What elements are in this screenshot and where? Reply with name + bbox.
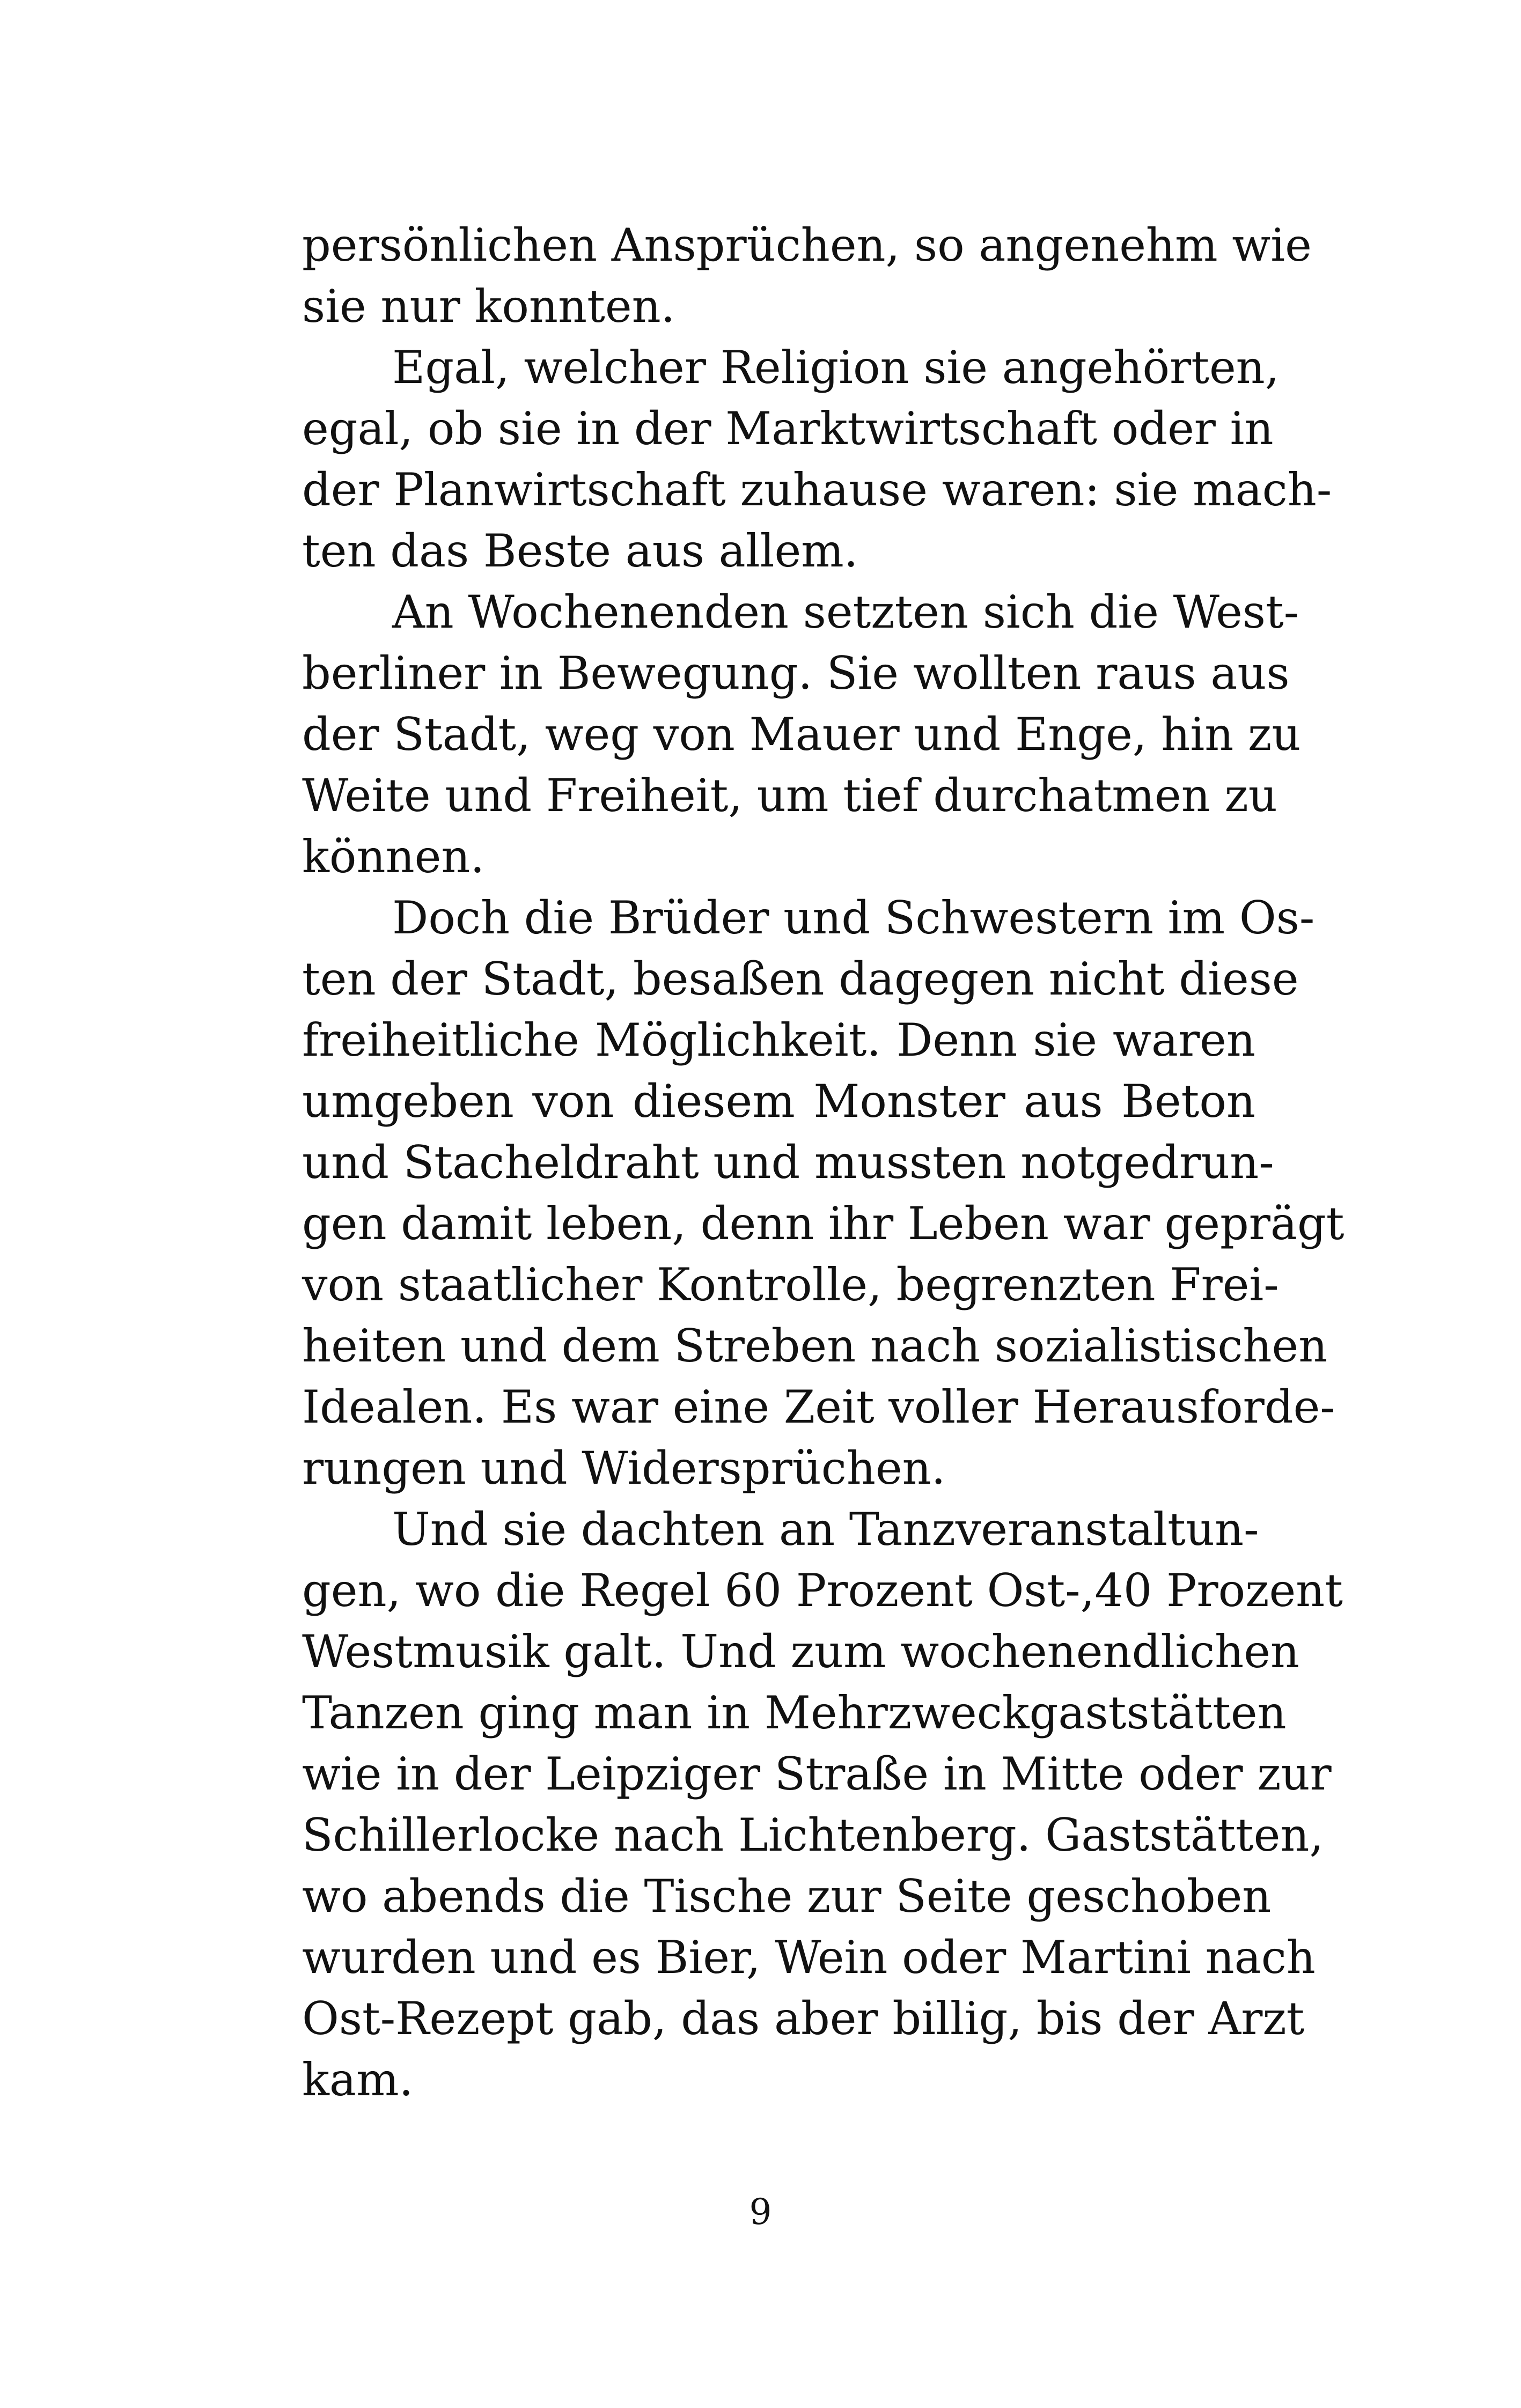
text-line: kam. (302, 2053, 414, 2106)
paragraph (302, 887, 1344, 1499)
text-line: der Planwirtschaft zuhause waren: sie mach- (302, 463, 1332, 516)
text-line: wie in der Leipziger Straße in Mitte oder zur (302, 1748, 1332, 1800)
text-line: freiheitliche Möglichkeit. Denn sie waren (302, 1014, 1255, 1066)
text-line: persönlichen Ansprüchen, so angenehm wie (302, 219, 1312, 271)
text-line: wo abends die Tische zur Seite geschoben (302, 1870, 1272, 1923)
text-line: Ost-Rezept gab, das aber billig, bis der Arzt (302, 1992, 1305, 2045)
text-line: Tanzen ging man in Mehrzweckgaststätten (302, 1687, 1287, 1739)
text-line: wurden und es Bier, Wein oder Martini nach (302, 1931, 1316, 1984)
text-line: umgeben von diesem Monster aus Beton (302, 1075, 1255, 1128)
paragraph (302, 1499, 1343, 2110)
text-line: der Stadt, weg von Mauer und Enge, hin zu (302, 708, 1301, 761)
text-line: sie nur konnten. (302, 280, 675, 333)
text-line: heiten und dem Streben nach sozialistischen (302, 1320, 1328, 1372)
text-line: Weite und Freiheit, um tief durchatmen zu (302, 769, 1277, 822)
text-line: ten der Stadt, besaßen dagegen nicht diese (302, 953, 1299, 1005)
text-line: Westmusik galt. Und zum wochenendlichen (302, 1625, 1300, 1678)
text-line: berliner in Bewegung. Sie wollten raus aus (302, 647, 1290, 699)
text-line: Und sie dachten an Tanzveranstaltun- (392, 1503, 1259, 1556)
text-line: An Wochenenden setzten sich die West- (392, 586, 1299, 638)
text-line: gen, wo die Regel 60 Prozent Ost-,40 Prozent (302, 1564, 1343, 1617)
paragraph (302, 581, 1301, 887)
text-line: egal, ob sie in der Marktwirtschaft oder in (302, 402, 1274, 455)
text-line: und Stacheldraht und mussten notgedrun- (302, 1136, 1274, 1189)
text-line: Idealen. Es war eine Zeit voller Herausforde- (302, 1381, 1335, 1433)
text-line: rungen und Widersprüchen. (302, 1442, 946, 1494)
text-line: Doch die Brüder und Schwestern im Os- (392, 892, 1315, 944)
text-line: von staatlicher Kontrolle, begrenzten Frei- (302, 1258, 1279, 1311)
paragraph (302, 337, 1332, 581)
text-line: Schillerlocke nach Lichtenberg. Gaststätten, (302, 1809, 1324, 1861)
text-line: ten das Beste aus allem. (302, 525, 858, 577)
page-number: 9 (749, 2191, 772, 2233)
text-line: können. (302, 830, 485, 883)
text-line: gen damit leben, denn ihr Leben war geprägt (302, 1197, 1344, 1250)
body-text (302, 215, 1344, 2110)
text-line: Egal, welcher Religion sie angehörten, (392, 341, 1280, 394)
paragraph (302, 215, 1312, 337)
